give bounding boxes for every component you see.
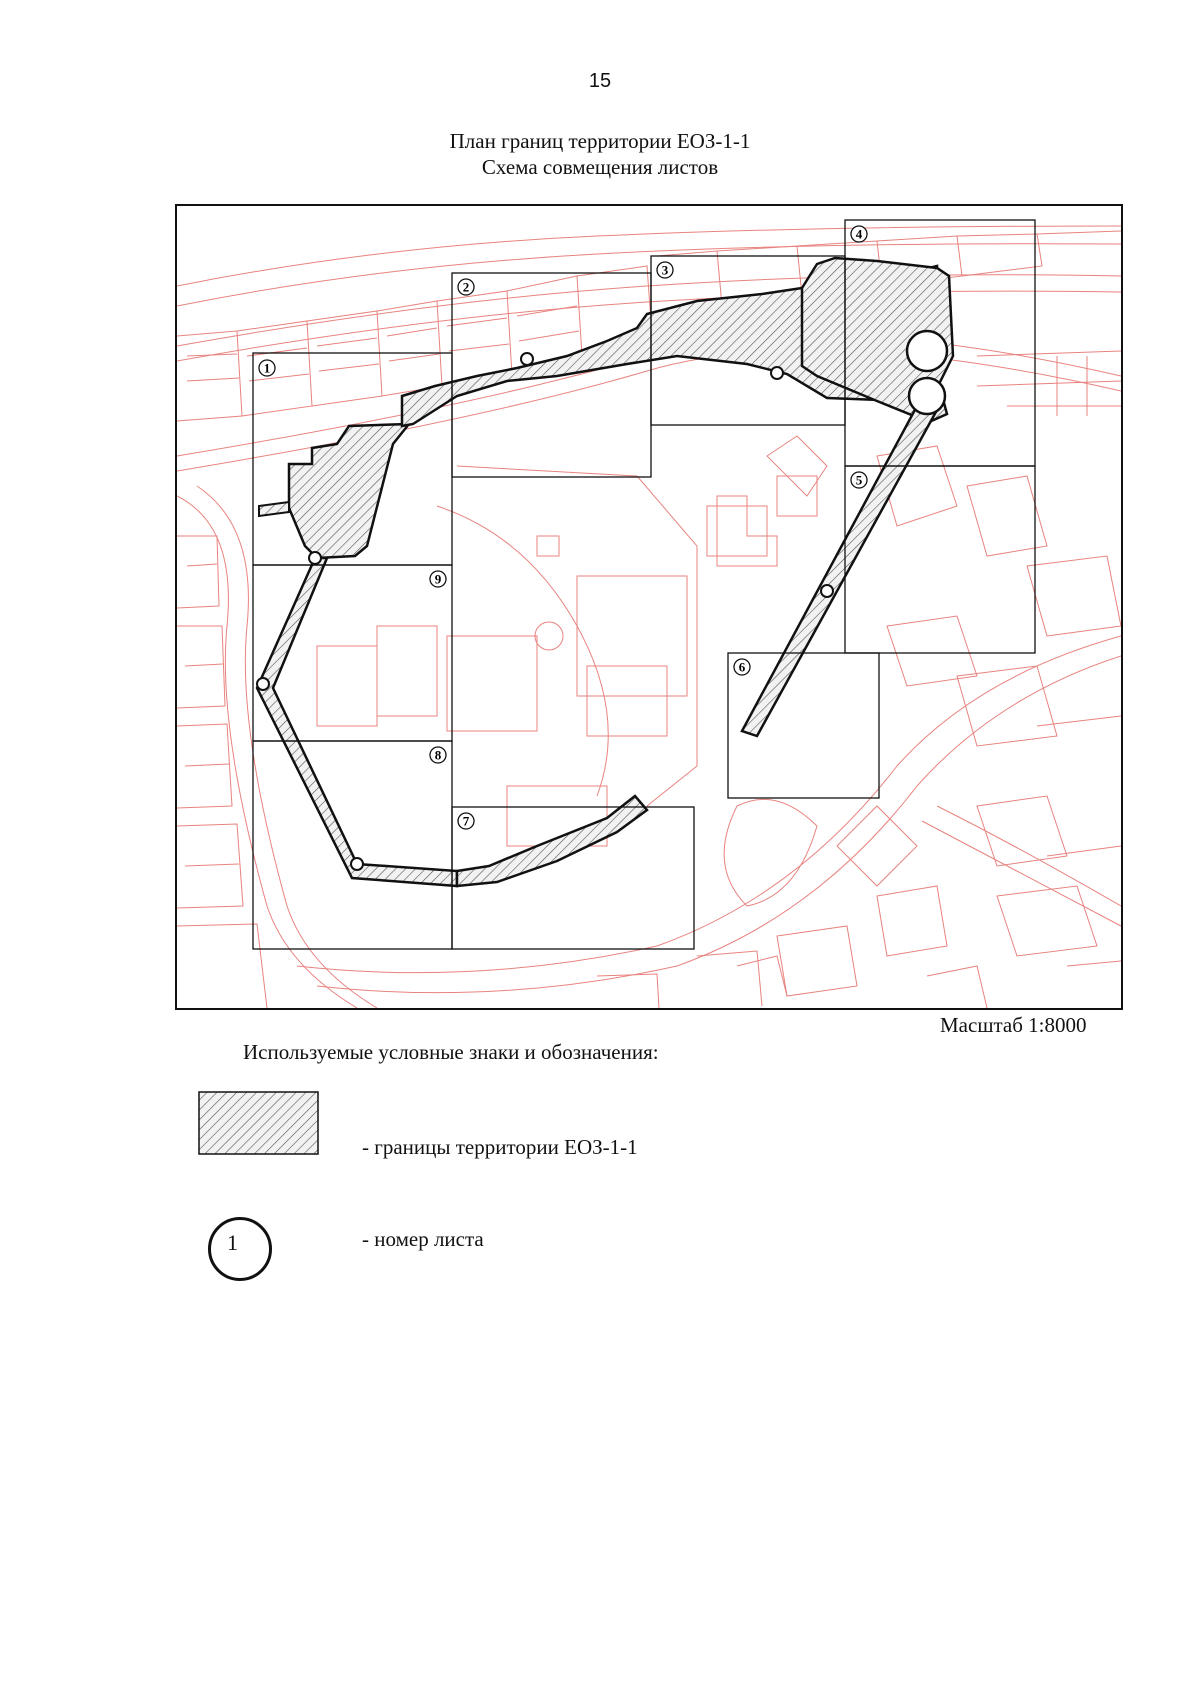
title-line-2: Схема совмещения листов bbox=[481, 155, 719, 179]
sheet-marker-4 bbox=[851, 226, 867, 242]
legend-sheet-number-symbol bbox=[208, 1217, 272, 1281]
sheet-marker-2 bbox=[458, 279, 474, 295]
legend-label-territory: - границы территории ЕОЗ-1-1 bbox=[362, 1135, 638, 1159]
map-frame bbox=[175, 204, 1123, 1010]
legend-hatch-swatch bbox=[198, 1091, 319, 1155]
legend-sheet-number-text: 1 bbox=[227, 1230, 238, 1255]
page-title bbox=[0, 128, 1200, 180]
cadastral-map bbox=[177, 206, 1121, 1008]
sheet-number-label: 2 bbox=[462, 279, 470, 295]
sheet-marker-9 bbox=[430, 571, 446, 587]
sheet-marker-5 bbox=[851, 472, 867, 488]
sheet-marker-3 bbox=[657, 262, 673, 278]
sheet-number-label: 3 bbox=[661, 262, 669, 278]
legend-title: Используемые условные знаки и обозначения: bbox=[243, 1040, 659, 1064]
sheet-number-label: 4 bbox=[855, 226, 863, 242]
sheet-marker-6 bbox=[734, 659, 750, 675]
territory-boundary bbox=[257, 258, 953, 886]
page-number: 15 bbox=[588, 70, 612, 92]
sheet-marker-7 bbox=[458, 813, 474, 829]
title-line-1: План границ территории ЕОЗ-1-1 bbox=[449, 129, 751, 153]
legend-label-sheet-number: - номер листа bbox=[362, 1227, 484, 1251]
sheet-number-label: 9 bbox=[434, 571, 442, 587]
sheet-number-label: 8 bbox=[434, 747, 442, 763]
sheet-marker-8 bbox=[430, 747, 446, 763]
sheet-number-label: 5 bbox=[855, 472, 863, 488]
sheet-number-label: 6 bbox=[738, 659, 746, 675]
map-scale: Масштаб 1:8000 bbox=[940, 1013, 1087, 1037]
sheet-number-label: 1 bbox=[263, 360, 271, 376]
sheet-frame-8 bbox=[253, 741, 452, 949]
sheet-marker-1 bbox=[259, 360, 275, 376]
sheet-number-label: 7 bbox=[462, 813, 470, 829]
